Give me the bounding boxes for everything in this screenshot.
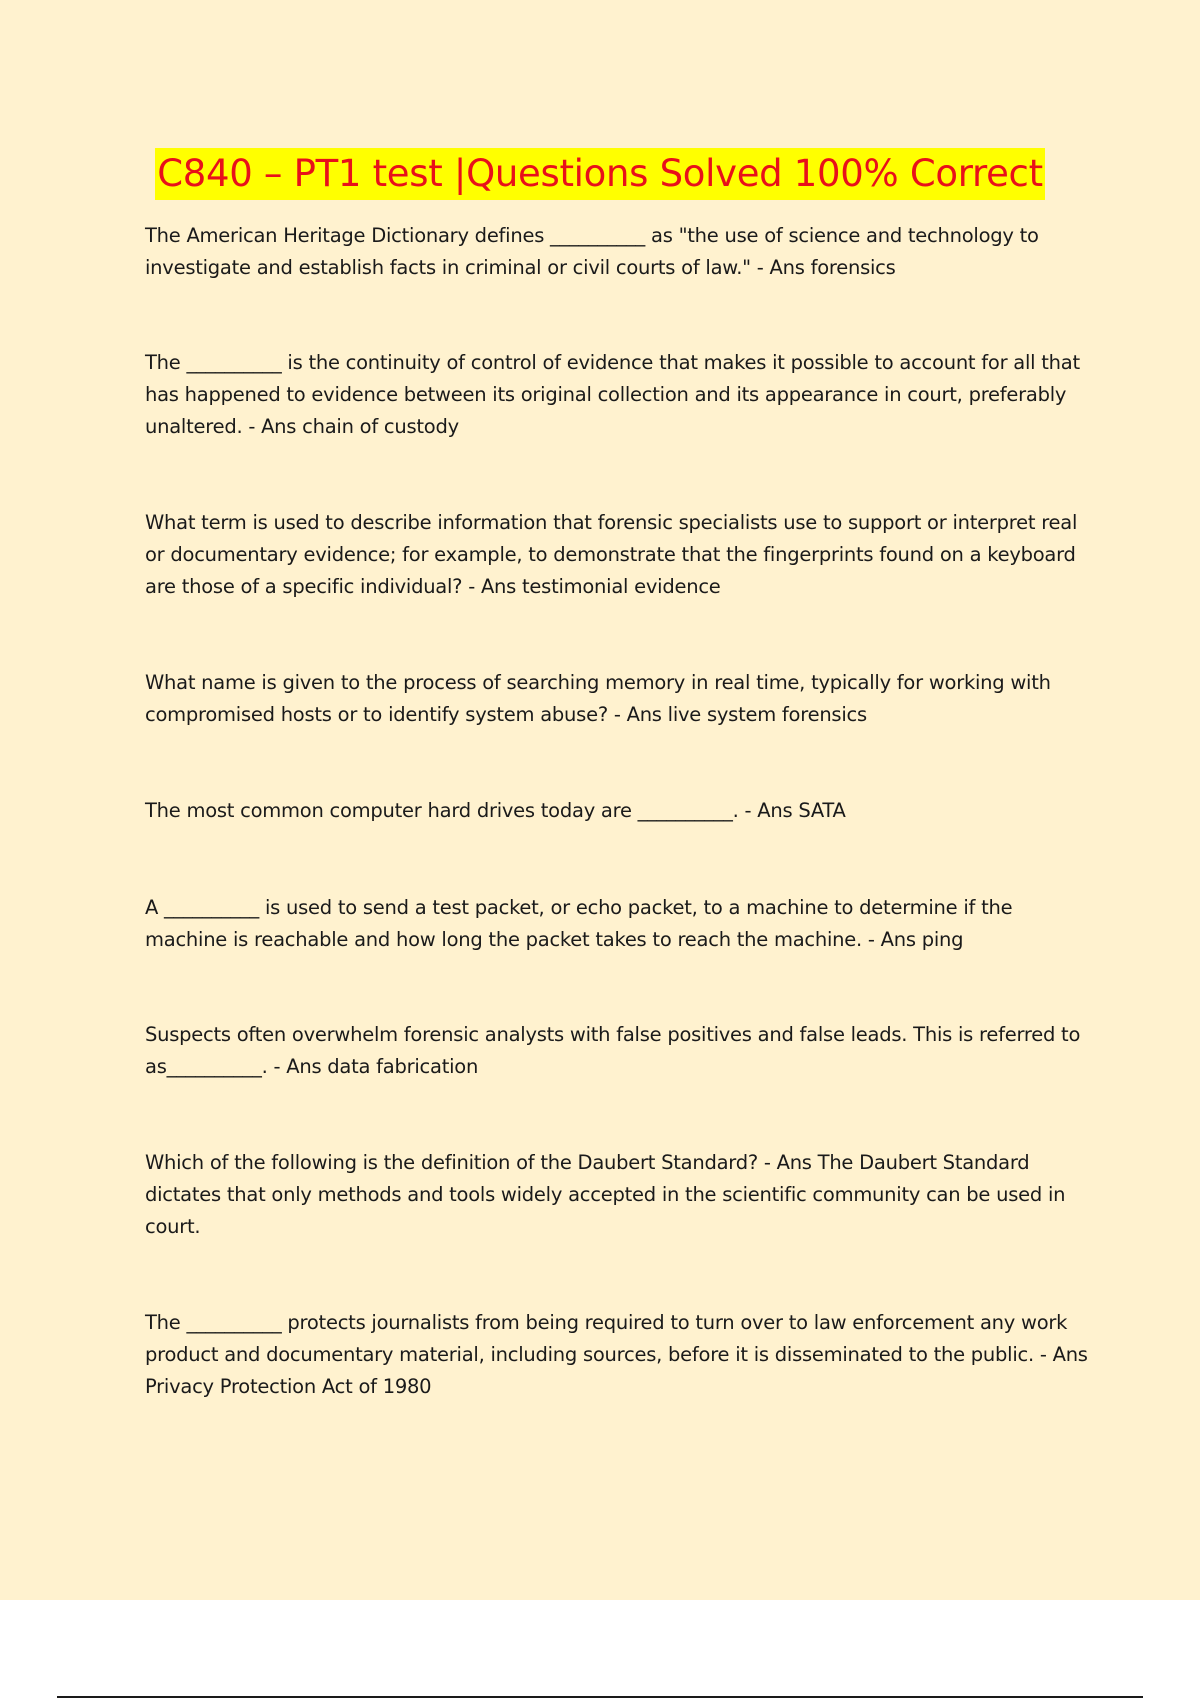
footer-divider <box>57 1696 1143 1698</box>
qa-item: Suspects often overwhelm forensic analysts with false positives and false leads. This is referred to as__________. - Ans data fabrication <box>145 1023 1081 1078</box>
qa-item: The __________ protects journalists from being required to turn over to law enforcement any work product and documentary material, including sources, before it is disseminated to the public. - Ans Privacy Protection Act of 1980 <box>145 1311 1088 1398</box>
qa-item: A __________ is used to send a test packet, or echo packet, to a machine to determine if the machine is reachable and how long the packet takes to reach the machine. - Ans ping <box>145 896 1013 951</box>
qa-item: Which of the following is the definition of the Daubert Standard? - Ans The Daubert Standard dictates that only methods and tools widely accepted in the scientific community can be used in court. <box>145 1151 1066 1238</box>
qa-item: The __________ is the continuity of control of evidence that makes it possible to account for all that has happened to evidence between its original collection and its appearance in court, preferably unaltered. - Ans chain of custody <box>145 351 1080 438</box>
qa-item: What name is given to the process of searching memory in real time, typically for working with compromised hosts or to identify system abuse? - Ans live system forensics <box>145 671 1051 726</box>
page-title: C840 – PT1 test |Questions Solved 100% Correct <box>155 148 1045 200</box>
qa-item: What term is used to describe information that forensic specialists use to support or interpret real or documentary evidence; for example, to demonstrate that the fingerprints found on a keyboard are those of a specific individual? - Ans testimonial evidence <box>145 511 1078 598</box>
qa-item: The American Heritage Dictionary defines __________ as "the use of science and technology to investigate and establish facts in criminal or civil courts of law." - Ans forensics <box>145 224 1039 279</box>
qa-item: The most common computer hard drives today are __________. - Ans SATA <box>145 799 846 822</box>
title-wrapper <box>0 148 1200 200</box>
